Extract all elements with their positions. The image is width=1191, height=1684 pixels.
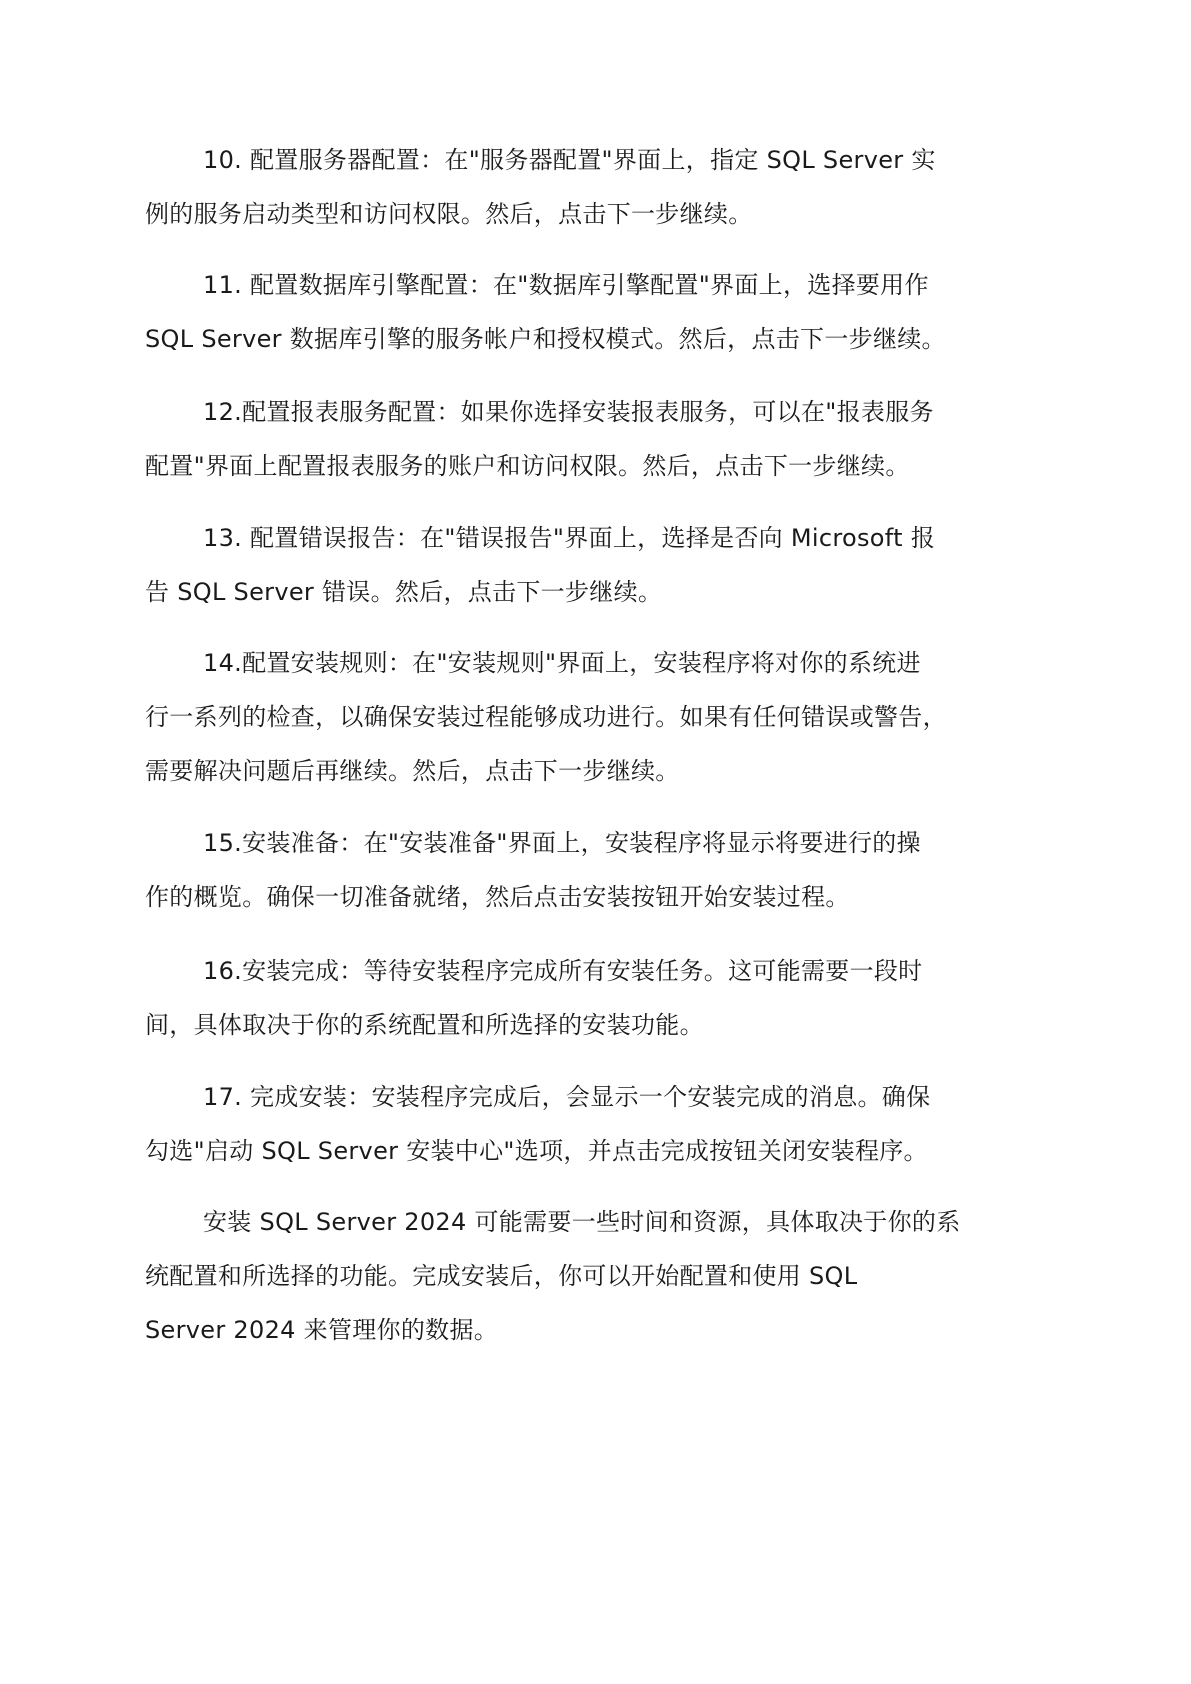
closing-paragraph (145, 1195, 1050, 1357)
paragraph-line: 告 SQL Server 错误。然后，点击下一步继续。 (145, 578, 663, 606)
paragraph-line: 10. 配置服务器配置：在"服务器配置"界面上，指定 SQL Server 实 (203, 146, 936, 174)
step-11-paragraph (145, 258, 1050, 366)
step-14-paragraph (145, 636, 1050, 798)
step-15-paragraph (145, 816, 1050, 924)
paragraph-line: 行一系列的检查，以确保安装过程能够成功进行。如果有任何错误或警告， (145, 703, 947, 731)
paragraph-line: Server 2024 来管理你的数据。 (145, 1316, 499, 1344)
paragraph-line: 作的概览。确保一切准备就绪，然后点击安装按钮开始安装过程。 (145, 883, 850, 911)
paragraph-line: 勾选"启动 SQL Server 安装中心"选项，并点击完成按钮关闭安装程序。 (145, 1137, 928, 1165)
paragraph-line: 11. 配置数据库引擎配置：在"数据库引擎配置"界面上，选择要用作 (203, 271, 929, 299)
step-17-paragraph (145, 1070, 1050, 1178)
paragraph-line: 例的服务启动类型和访问权限。然后，点击下一步继续。 (145, 200, 753, 228)
paragraph-line: 15.安装准备：在"安装准备"界面上，安装程序将显示将要进行的操 (203, 829, 921, 857)
step-10-paragraph (145, 133, 1050, 241)
paragraph-line: 统配置和所选择的功能。完成安装后，你可以开始配置和使用 SQL (145, 1262, 858, 1290)
paragraph-line: 16.安装完成：等待安装程序完成所有安装任务。这可能需要一段时 (203, 957, 923, 985)
paragraph-line: SQL Server 数据库引擎的服务帐户和授权模式。然后，点击下一步继续。 (145, 325, 946, 353)
step-12-paragraph (145, 385, 1050, 493)
paragraph-line: 14.配置安装规则：在"安装规则"界面上，安装程序将对你的系统进 (203, 649, 921, 677)
step-13-paragraph (145, 511, 1050, 619)
paragraph-line: 需要解决问题后再继续。然后，点击下一步继续。 (145, 757, 680, 785)
paragraph-line: 13. 配置错误报告：在"错误报告"界面上，选择是否向 Microsoft 报 (203, 524, 936, 552)
paragraph-line: 间，具体取决于你的系统配置和所选择的安装功能。 (145, 1011, 704, 1039)
paragraph-line: 安装 SQL Server 2024 可能需要一些时间和资源，具体取决于你的系 (203, 1208, 961, 1236)
paragraph-line: 17. 完成安装：安装程序完成后，会显示一个安装完成的消息。确保 (203, 1083, 931, 1111)
paragraph-line: 12.配置报表服务配置：如果你选择安装报表服务，可以在"报表服务 (203, 398, 934, 426)
step-16-paragraph (145, 944, 1050, 1052)
paragraph-line: 配置"界面上配置报表服务的账户和访问权限。然后，点击下一步继续。 (145, 452, 910, 480)
